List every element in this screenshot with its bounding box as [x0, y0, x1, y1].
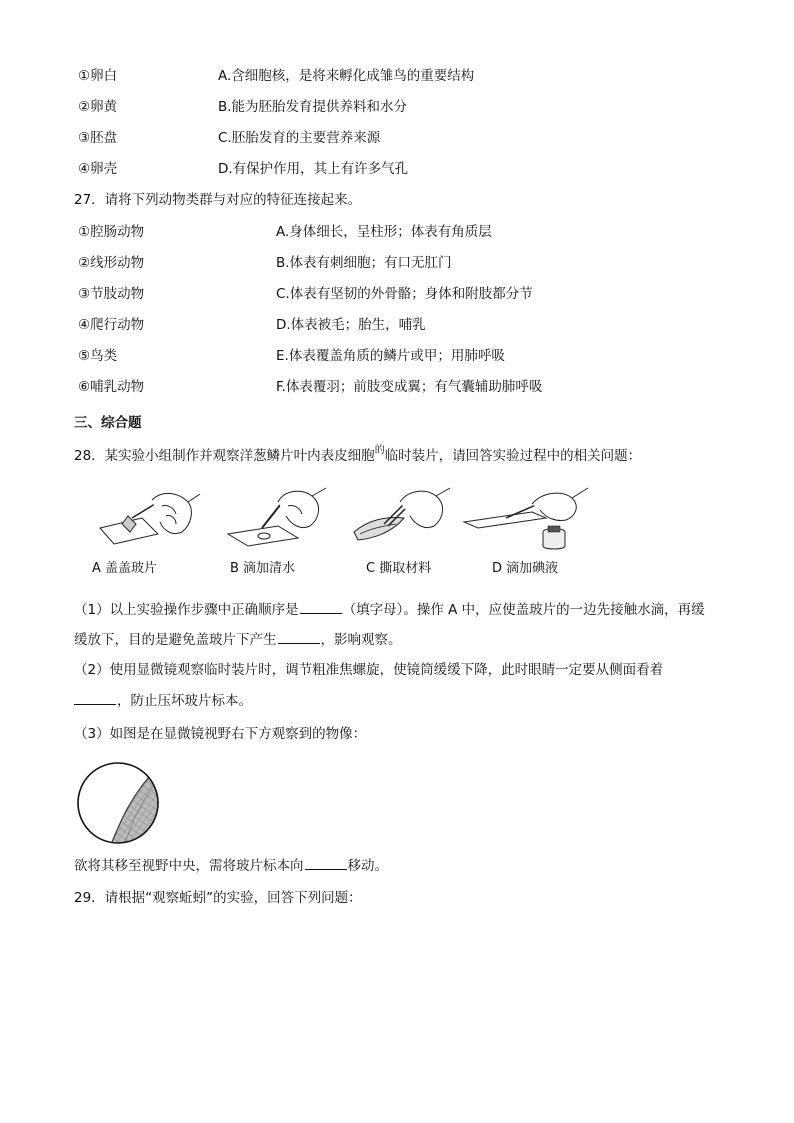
q28-sub2-text-b: ，防止压坏玻片标本。 [117, 693, 252, 709]
q26-right-c: C.胚胎发育的主要营养来源 [218, 130, 381, 146]
q26-right-a: A.含细胞核，是将来孵化成雏鸟的重要结构 [218, 68, 475, 84]
answer-blank-direction[interactable] [305, 855, 347, 870]
q27-prompt: 27．请将下列动物类群与对应的特征连接起来。 [74, 192, 362, 208]
q28-sub3-after [74, 855, 388, 876]
q27-right-d: D.体表被毛；胎生，哺乳 [276, 317, 426, 333]
q28-sub3-line: （3）如图是在显微镜视野右下方观察到的物像： [74, 726, 367, 742]
q28-sub3-text-b: 移动。 [347, 858, 388, 874]
q27-right-e: E.体表覆盖角质的鳞片或甲；用肺呼吸 [276, 348, 505, 364]
figure-b-caption: B 滴加清水 [230, 561, 296, 576]
q28-prompt-sup: 的 [374, 445, 385, 456]
q27-right-a: A.身体细长，呈柱形；体表有角质层 [276, 224, 492, 240]
q29-prompt: 29．请根据“观察蚯蚓”的实验，回答下列问题： [74, 890, 362, 906]
figure-a-cover-slip [92, 488, 202, 550]
figure-a-caption: A 盖盖玻片 [92, 561, 158, 576]
q27-left-3: ③节肢动物 [78, 286, 145, 302]
q26-right-d: D.有保护作用，其上有许多气孔 [218, 161, 409, 177]
figure-c-caption: C 撕取材料 [366, 561, 432, 576]
answer-blank-objective[interactable] [74, 690, 116, 705]
q28-sub1-line1 [74, 599, 705, 620]
q26-left-4: ④卵壳 [78, 161, 118, 177]
q28-prompt-b: 临时装片，请回答实验过程中的相关问题： [384, 448, 642, 464]
q26-left-3: ③胚盘 [78, 130, 118, 146]
q28-prompt-a: 28．某实验小组制作并观察洋葱鳞片叶内表皮细胞 [74, 448, 375, 464]
figure-c-tear-material [348, 486, 458, 548]
answer-blank-bubbles[interactable] [278, 629, 320, 644]
q28-sub1-text-c: 缓放下，目的是避免盖玻片下产生 [74, 632, 277, 648]
q28-sub2-line1: （2）使用显微镜观察临时装片时，调节粗准焦螺旋，使镜筒缓缓下降，此时眼睛一定要从侧面看着 [74, 662, 664, 678]
q27-right-f: F.体表覆羽；前肢变成翼；有气囊辅助肺呼吸 [276, 379, 543, 395]
q28-sub1-text-d: ，影响观察。 [320, 632, 402, 648]
answer-blank-order[interactable] [300, 599, 342, 614]
q27-left-6: ⑥哺乳动物 [78, 379, 145, 395]
q27-left-2: ②线形动物 [78, 255, 145, 271]
figure-b-drop-water [222, 486, 332, 548]
q28-prompt [74, 446, 641, 468]
q28-sub3-text-a: 欲将其移至视野中央，需将玻片标本向 [74, 858, 304, 874]
q27-right-c: C.体表有坚韧的外骨骼；身体和附肢都分节 [276, 286, 533, 302]
microscope-field-of-view [76, 761, 160, 845]
q27-left-5: ⑤鸟类 [78, 348, 118, 364]
q27-left-4: ④爬行动物 [78, 317, 145, 333]
q28-sub2-line2 [74, 690, 252, 711]
q26-left-1: ①卵白 [78, 68, 118, 84]
section-title: 三、综合题 [74, 415, 142, 431]
q27-left-1: ①腔肠动物 [78, 224, 145, 240]
figure-d-caption: D 滴加碘液 [492, 561, 559, 576]
q28-sub1-text-a: （1）以上实验操作步骤中正确顺序是 [74, 602, 299, 618]
q26-right-b: B.能为胚胎发育提供养料和水分 [218, 99, 408, 115]
figure-d-drop-iodine [462, 486, 592, 552]
q28-sub1-line2 [74, 629, 402, 650]
q26-left-2: ②卵黄 [78, 99, 118, 115]
q28-sub1-text-b: （填字母）。操作 A 中，应使盖玻片的一边先接触水滴，再缓 [342, 602, 705, 618]
q27-right-b: B.体表有刺细胞；有口无肛门 [276, 255, 452, 271]
